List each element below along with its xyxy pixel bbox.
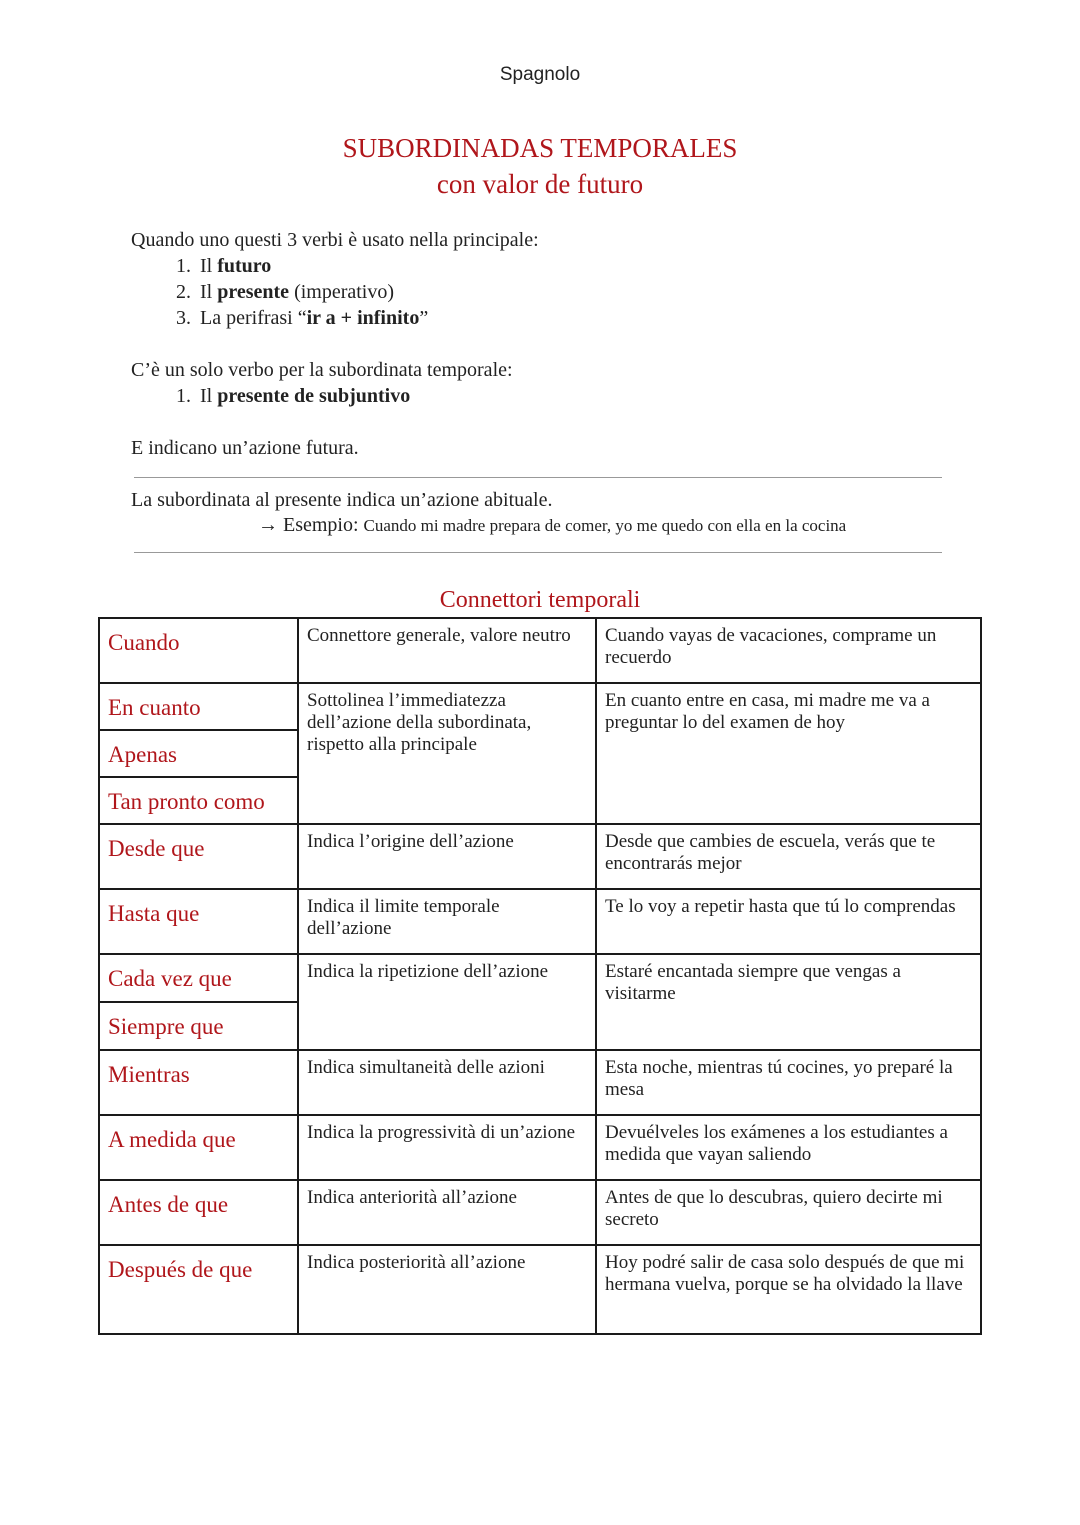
connector-cell: Siempre que	[99, 1002, 298, 1050]
example-cell: Estaré encantada siempre que vengas a visitarme	[596, 954, 981, 1050]
principal-intro: Quando uno questi 3 verbi è usato nella principale:	[131, 229, 539, 251]
example-label: → Esempio:	[258, 514, 359, 536]
principal-list	[131, 253, 539, 331]
meaning-cell: Indica posteriorità all’azione	[298, 1245, 596, 1334]
table-row	[99, 1050, 981, 1115]
meaning-cell: Indica la progressività di un’azione	[298, 1115, 596, 1180]
title-line-1: SUBORDINADAS TEMPORALES	[342, 133, 738, 163]
connector-cell: Después de que	[99, 1245, 298, 1334]
meaning-cell: Indica anteriorità all’azione	[298, 1180, 596, 1245]
table-row	[99, 683, 981, 730]
table-row	[99, 1115, 981, 1180]
example-cell: Esta noche, mientras tú cocines, yo preparé la mesa	[596, 1050, 981, 1115]
connector-cell: Cuando	[99, 618, 298, 683]
table-row	[99, 889, 981, 954]
connector-cell: En cuanto	[99, 683, 298, 730]
divider	[134, 477, 942, 478]
connector-cell: Antes de que	[99, 1180, 298, 1245]
meaning-cell: Indica la ripetizione dell’azione	[298, 954, 596, 1050]
meaning-cell: Indica l’origine dell’azione	[298, 824, 596, 889]
example-cell: Desde que cambies de escuela, verás que te encontrarás mejor	[596, 824, 981, 889]
table-row	[99, 954, 981, 1002]
table-row	[99, 618, 981, 683]
page-title	[0, 130, 1080, 202]
subordinata-intro: C’è un solo verbo per la subordinata temporale:	[131, 359, 513, 381]
subordinata-section	[131, 357, 513, 409]
meaning-cell: Sottolinea l’immediatezza dell’azione della subordinata, rispetto alla principale	[298, 683, 596, 824]
table-row	[99, 824, 981, 889]
list-item: 1. Il futuro	[196, 253, 539, 279]
table-title: Connettori temporali	[439, 587, 641, 613]
connector-cell: Tan pronto como	[99, 777, 298, 824]
connectors-table	[98, 617, 982, 1335]
example-line	[258, 514, 846, 537]
connector-cell: A medida que	[99, 1115, 298, 1180]
page-header: Spagnolo	[499, 64, 581, 85]
example-cell: Devuélveles los exámenes a los estudiantes a medida que vayan saliendo	[596, 1115, 981, 1180]
table-row	[99, 1180, 981, 1245]
future-note: E indicano un’azione futura.	[131, 437, 359, 459]
connector-cell: Hasta que	[99, 889, 298, 954]
habitual-text: La subordinata al presente indica un’azione abituale.	[131, 489, 553, 511]
list-item: 2. Il presente (imperativo)	[196, 279, 539, 305]
connector-cell: Apenas	[99, 730, 298, 777]
connector-cell: Cada vez que	[99, 954, 298, 1002]
list-item: 1. Il presente de subjuntivo	[196, 383, 513, 409]
example-cell: Cuando vayas de vacaciones, comprame un recuerdo	[596, 618, 981, 683]
example-cell: Hoy podré salir de casa solo después de que mi hermana vuelva, porque se ha olvidado la llave	[596, 1245, 981, 1334]
meaning-cell: Indica simultaneità delle azioni	[298, 1050, 596, 1115]
meaning-cell: Indica il limite temporale dell’azione	[298, 889, 596, 954]
principal-section	[131, 227, 539, 331]
list-item: 3. La perifrasi “ir a + infinito”	[196, 305, 539, 331]
example-cell: Te lo voy a repetir hasta que tú lo comprendas	[596, 889, 981, 954]
subordinata-list	[131, 383, 513, 409]
example-text: Cuando mi madre prepara de comer, yo me quedo con ella en la cocina	[363, 516, 847, 535]
connector-cell: Mientras	[99, 1050, 298, 1115]
connector-cell: Desde que	[99, 824, 298, 889]
meaning-cell: Connettore generale, valore neutro	[298, 618, 596, 683]
title-line-2: con valor de futuro	[436, 169, 644, 199]
example-cell: Antes de que lo descubras, quiero decirte mi secreto	[596, 1180, 981, 1245]
divider	[134, 552, 942, 553]
example-cell: En cuanto entre en casa, mi madre me va a preguntar lo del examen de hoy	[596, 683, 981, 824]
table-row	[99, 1245, 981, 1334]
